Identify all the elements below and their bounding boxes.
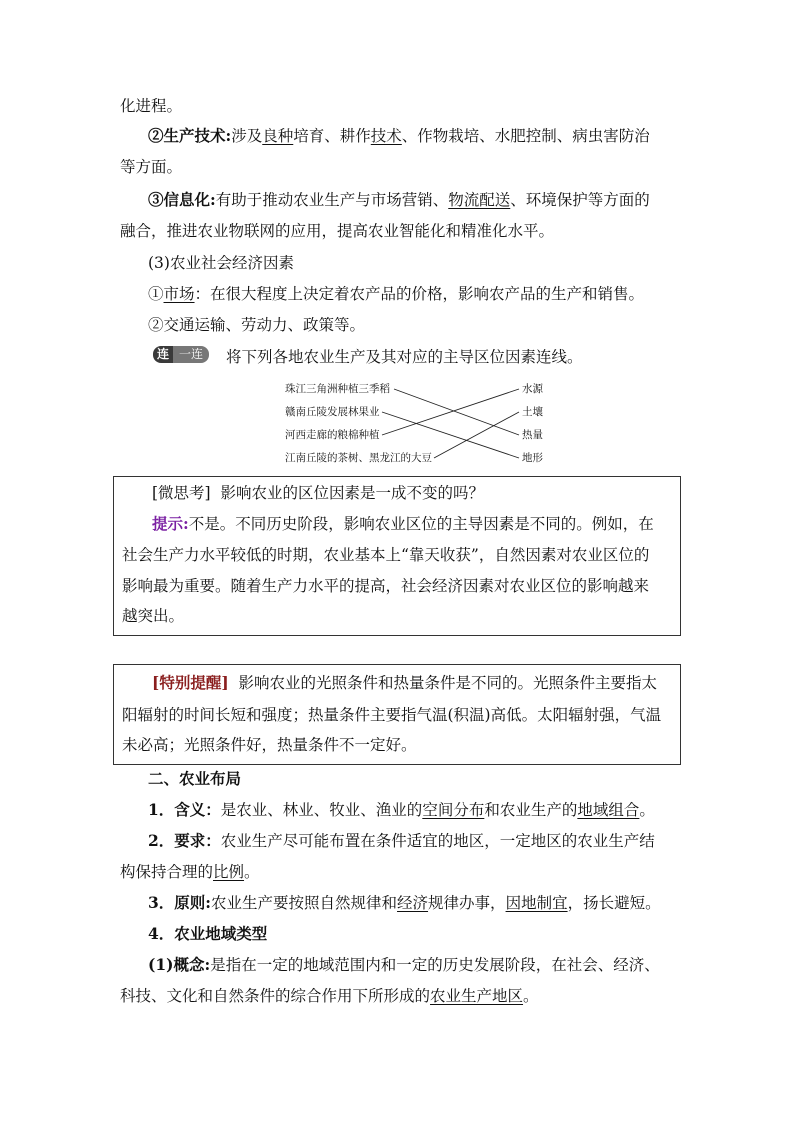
text: 培育、耕作 bbox=[293, 127, 371, 145]
heading-text: 4．农业地域类型 bbox=[148, 924, 268, 943]
think-answer-line bbox=[152, 512, 672, 536]
left-item: 河西走廊的粮棉种植 bbox=[285, 429, 380, 441]
concept-paragraph bbox=[148, 953, 682, 977]
underlined-term: 良种 bbox=[262, 127, 294, 145]
think-box bbox=[113, 476, 681, 636]
text: 不是。不同历史阶段，影响农业区位的主导因素是不同的。例如，在 bbox=[188, 515, 654, 533]
text: 、作物栽培、水肥控制、病虫害防治 bbox=[401, 127, 650, 145]
text: 。 bbox=[639, 801, 655, 819]
text: 。 bbox=[244, 863, 260, 881]
right-item: 热量 bbox=[522, 429, 543, 441]
underlined-term: 地域组合 bbox=[577, 801, 640, 819]
underlined-term: 农业生产地区 bbox=[430, 987, 524, 1005]
text: 规律办事， bbox=[428, 894, 506, 912]
text: ②交通运输、劳动力、政策等。 bbox=[148, 316, 366, 334]
label: (1)概念: bbox=[148, 955, 211, 974]
text: 影响农业的区位因素是一成不变的吗？ bbox=[220, 484, 484, 502]
match-line bbox=[382, 389, 519, 435]
text: 涉及 bbox=[231, 127, 263, 145]
tech-label: ②生产技术: bbox=[148, 126, 232, 145]
left-item: 江南丘陵的茶树、黑龙江的大豆 bbox=[285, 452, 432, 464]
text: 社会生产力水平较低的时期，农业基本上“靠天收获”，自然因素对农业区位的 bbox=[122, 546, 650, 564]
text: ，扬长避短。 bbox=[567, 894, 661, 912]
text: 。 bbox=[523, 987, 539, 1005]
text: 科技、文化和自然条件的综合作用下所形成的 bbox=[120, 987, 431, 1005]
definition-paragraph bbox=[148, 798, 682, 822]
info-label: ③信息化: bbox=[148, 190, 216, 209]
hint-label: 提示: bbox=[152, 514, 189, 533]
right-item: 水源 bbox=[522, 383, 543, 395]
text: 是指在一定的地域范围内和一定的历史发展阶段，在社会、经济、 bbox=[210, 956, 660, 974]
label: 3．原则: bbox=[148, 893, 212, 912]
text: 农业生产尽可能布置在条件适宜的地区，一定地区的农业生产结 bbox=[220, 832, 655, 850]
reminder-label: [特别提醒] bbox=[152, 673, 229, 692]
text: 和农业生产的 bbox=[484, 801, 578, 819]
section-heading bbox=[148, 767, 682, 791]
principle-paragraph bbox=[148, 891, 682, 915]
reminder-box bbox=[113, 664, 681, 765]
subheading bbox=[148, 922, 682, 946]
text: 等方面。 bbox=[120, 158, 183, 176]
text: 融合，推进农业物联网的应用，提高农业智能化和精准化水平。 bbox=[120, 222, 555, 240]
text: 、环境保护等方面的 bbox=[510, 191, 650, 209]
text: 构保持合理的 bbox=[120, 863, 214, 881]
left-item: 赣南丘陵发展林果业 bbox=[285, 406, 380, 418]
text: ① bbox=[148, 285, 164, 303]
reminder-line bbox=[122, 703, 672, 727]
think-answer-line bbox=[122, 604, 672, 628]
label: 2．要求： bbox=[148, 831, 221, 850]
label: 1．含义： bbox=[148, 800, 221, 819]
reminder-line bbox=[122, 733, 672, 757]
text: 越突出。 bbox=[122, 607, 185, 625]
underlined-term: 因地制宜 bbox=[505, 894, 568, 912]
text: 是农业、林业、牧业、渔业的 bbox=[220, 801, 423, 819]
underlined-term: 比例 bbox=[213, 863, 245, 881]
heading-text: (3)农业社会经济因素 bbox=[148, 254, 294, 272]
badge-rest: 一连 bbox=[173, 346, 209, 363]
underlined-term: 市场 bbox=[163, 285, 195, 303]
text-line bbox=[120, 860, 682, 884]
underlined-term: 技术 bbox=[370, 127, 402, 145]
badge-first: 连 bbox=[153, 346, 173, 363]
text: 未必高；光照条件好，热量条件不一定好。 bbox=[122, 736, 417, 754]
text-line bbox=[120, 984, 682, 1008]
text: 有助于推动农业生产与市场营销、 bbox=[215, 191, 449, 209]
text: 阳辐射的时间长短和强度；热量条件主要指气温(积温)高低。太阳辐射强，气温 bbox=[122, 706, 662, 724]
right-item: 地形 bbox=[522, 452, 543, 464]
underlined-term: 经济 bbox=[397, 894, 429, 912]
paragraph-text: 化进程。 bbox=[120, 97, 183, 115]
match-line bbox=[394, 389, 519, 435]
match-line bbox=[382, 412, 519, 458]
text: 影响农业的光照条件和热量条件是不同的。光照条件主要指太 bbox=[238, 674, 658, 692]
right-item: 土壤 bbox=[522, 406, 543, 418]
left-item: 珠江三角洲种植三季稻 bbox=[285, 383, 390, 395]
text: 将下列各地农业生产及其对应的主导区位因素连线。 bbox=[226, 348, 583, 366]
think-label: [微思考] bbox=[152, 484, 211, 502]
text: ：在很大程度上决定着农产品的价格，影响农产品的生产和销售。 bbox=[194, 285, 645, 303]
underlined-term: 物流配送 bbox=[448, 191, 511, 209]
reminder-line bbox=[152, 671, 672, 695]
think-question bbox=[152, 481, 672, 505]
think-answer-line bbox=[122, 543, 672, 567]
text: 农业生产要按照自然规律和 bbox=[211, 894, 398, 912]
underlined-term: 空间分布 bbox=[422, 801, 485, 819]
requirement-paragraph bbox=[148, 829, 682, 853]
heading-text: 二、农业布局 bbox=[148, 769, 242, 788]
text: 影响最为重要。随着生产力水平的提高，社会经济因素对农业区位的影响越来 bbox=[122, 577, 650, 595]
think-answer-line bbox=[122, 574, 672, 598]
